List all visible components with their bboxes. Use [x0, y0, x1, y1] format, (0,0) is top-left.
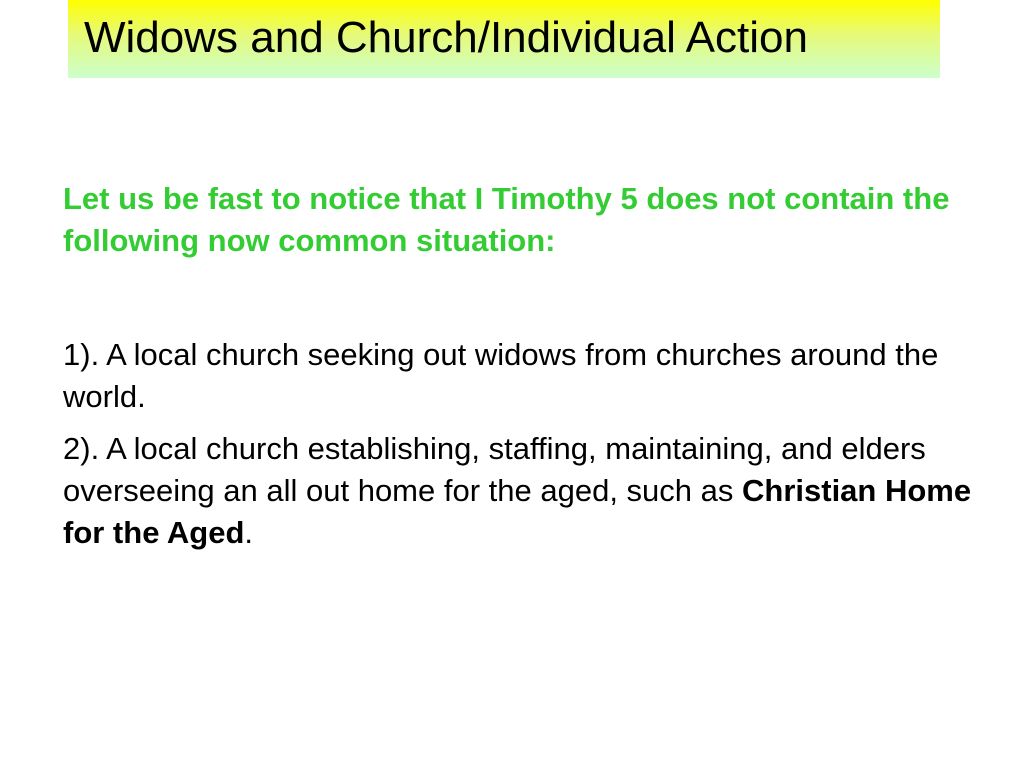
point-two-text: 2). A local church establishing, staffing, maintaining, and elders overseeing an all out home for the aged, such as — [63, 431, 926, 508]
home-name-emphasis: Christian Home for the Aged — [63, 473, 972, 550]
point-two-end: . — [244, 515, 254, 550]
point-one: 1). A local church seeking out widows from churches around the world. — [63, 337, 939, 414]
intro-statement: Let us be fast to notice that I Timothy 5 does not contain the following now common situation: — [63, 181, 950, 258]
point-two — [63, 428, 983, 554]
slide-title: Widows and Church/Individual Action — [84, 13, 808, 62]
slide-body — [63, 178, 983, 554]
